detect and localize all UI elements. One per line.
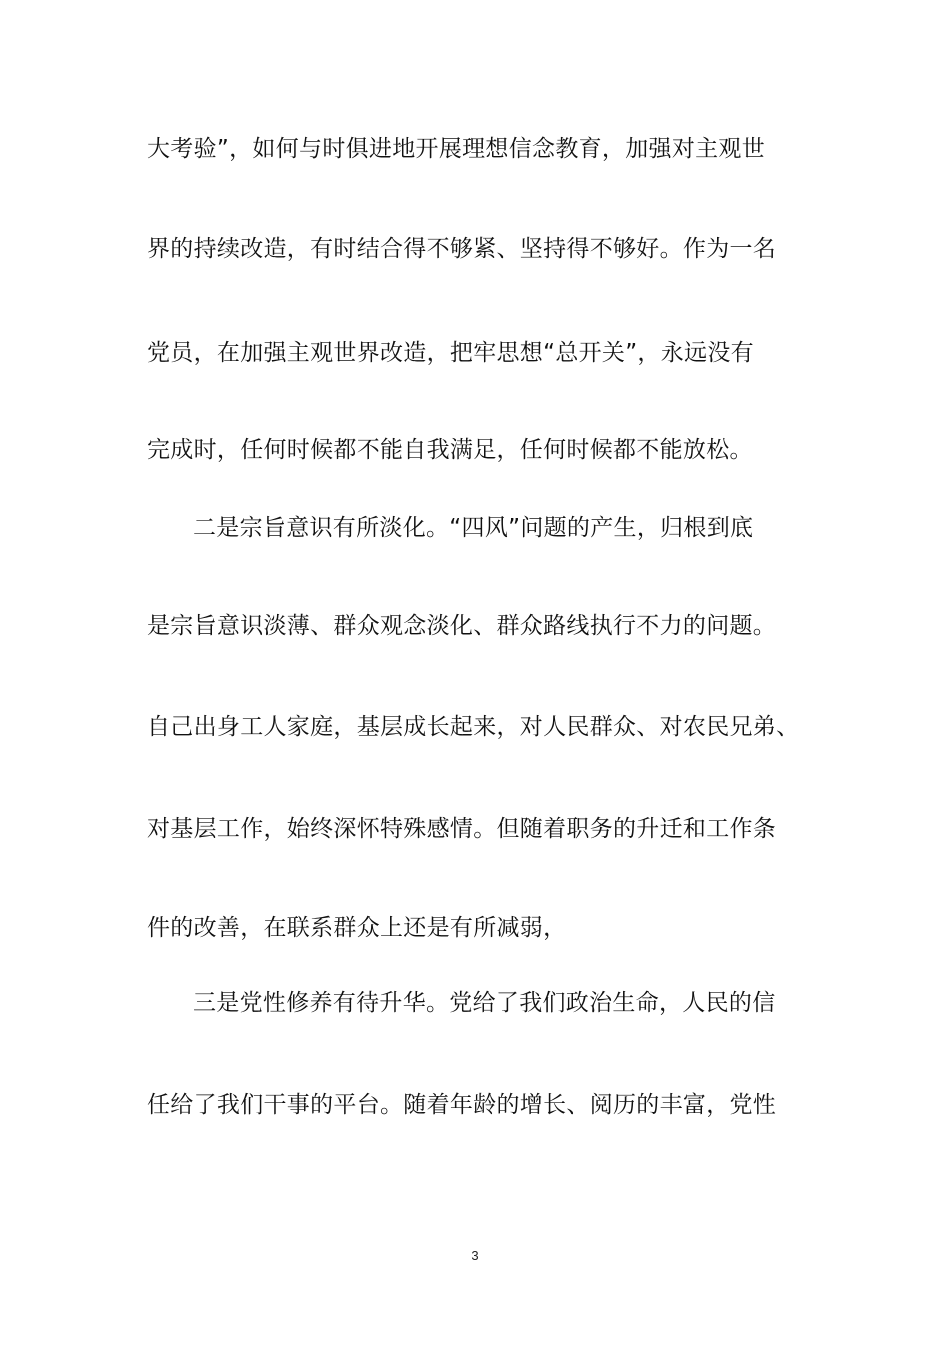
paragraph-start-line-5: 二是宗旨意识有所淡化。“四风”问题的产生，归根到底 — [193, 515, 754, 541]
text-line-3: 党员，在加强主观世界改造，把牢思想“总开关”，永远没有 — [147, 340, 754, 366]
page-number: 3 — [471, 1248, 479, 1263]
text-line-11: 任给了我们干事的平台。随着年龄的增长、阅历的丰富，党性 — [147, 1092, 777, 1118]
text-line-6: 是宗旨意识淡薄、群众观念淡化、群众路线执行不力的问题。 — [147, 613, 777, 639]
text-line-2: 界的持续改造，有时结合得不够紧、坚持得不够好。作为一名 — [147, 236, 777, 262]
text-line-9: 件的改善，在联系群众上还是有所减弱， — [147, 915, 567, 941]
text-line-4: 完成时，任何时候都不能自我满足，任何时候都不能放松。 — [147, 437, 753, 463]
paragraph-start-line-10: 三是党性修养有待升华。党给了我们政治生命，人民的信 — [193, 990, 776, 1016]
text-line-1: 大考验”，如何与时俱进地开展理想信念教育，加强对主观世 — [147, 136, 766, 162]
text-line-7: 自己出身工人家庭，基层成长起来，对人民群众、对农民兄弟、 — [147, 714, 800, 740]
text-line-8: 对基层工作，始终深怀特殊感情。但随着职务的升迁和工作条 — [147, 816, 777, 842]
